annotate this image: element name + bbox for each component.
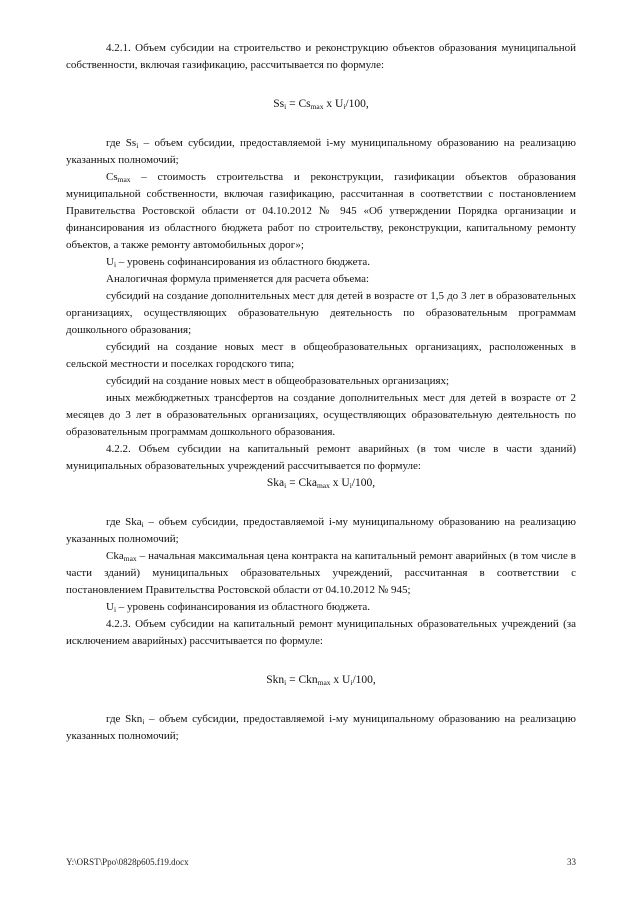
- subscript: max: [117, 175, 131, 184]
- subscript: i: [284, 481, 287, 490]
- page-number: 33: [567, 857, 576, 867]
- paragraph: [66, 616, 576, 650]
- subscript: max: [317, 678, 331, 687]
- text-run: – объем субсидии, предоставляемой i-му муниципальному образованию на реализацию указанных полномочий;: [66, 137, 577, 166]
- text-run: где Skn: [106, 713, 143, 725]
- subscript: max: [310, 102, 324, 111]
- text-run: = Ckn: [286, 674, 318, 686]
- text-run: = Cs: [286, 98, 311, 110]
- spacer: [66, 113, 576, 135]
- text-run: субсидий на создание дополнительных мест для детей в возрасте от 1,5 до 3 лет в образовательных организациях, осуществляющих образовательную деятельность по образовательным программам дошкольного образования;: [66, 290, 576, 336]
- text-run: – уровень софинансирования из областного бюджета.: [116, 256, 371, 268]
- paragraph: [66, 339, 576, 373]
- spacer: [66, 492, 576, 514]
- paragraph: [66, 288, 576, 339]
- subscript: i: [350, 678, 353, 687]
- text-run: – объем субсидии, предоставляемой i-му муниципальному образованию на реализацию указанных полномочий;: [66, 516, 576, 545]
- paragraph: [66, 548, 576, 599]
- text-run: субсидий на создание новых мест в общеобразовательных организациях, расположенных в сельской местности и поселках городского типа;: [66, 341, 576, 370]
- text-run: U: [106, 256, 114, 268]
- text-run: 4.2.3. Объем субсидии на капитальный ремонт муниципальных образовательных учреждений (за исключением аварийных) рассчитывается по формуле:: [66, 618, 576, 647]
- text-run: Cka: [106, 550, 124, 562]
- text-run: /100,: [352, 674, 376, 686]
- text-run: /100,: [351, 477, 376, 489]
- text-run: Skn: [266, 674, 285, 686]
- formula: [66, 672, 576, 689]
- subscript: max: [316, 481, 330, 490]
- text-run: – начальная максимальная цена контракта на капитальный ремонт аварийных (в том числе в части зданий) муниципальных образовательных учреждений, рассчитанная в соответствии с постановлением Правительства Ростовской области от 04.10.2012 № 945;: [66, 550, 576, 596]
- formula: [66, 475, 576, 492]
- subscript: i: [141, 520, 144, 529]
- file-path: Y:\ORST\Ppo\0828p605.f19.docx: [66, 857, 189, 867]
- formula: [66, 96, 576, 113]
- paragraph: [66, 254, 576, 271]
- text-run: x U: [323, 98, 344, 110]
- text-run: – объем субсидии, предоставляемой i-му муниципальному образованию на реализацию указанных полномочий;: [66, 713, 577, 742]
- subscript: i: [142, 717, 145, 726]
- text-run: – уровень софинансирования из областного бюджета.: [116, 601, 371, 613]
- paragraph: [66, 711, 576, 745]
- paragraph: [66, 390, 576, 441]
- text-run: x U: [329, 477, 350, 489]
- text-run: x U: [330, 674, 351, 686]
- text-run: иных межбюджетных трансфертов на создание дополнительных мест для детей в возрасте от 2 месяцев до 3 лет в образовательных организациях, осуществляющих образовательную деятельность по образовательным программам дошкольного образования.: [66, 392, 576, 438]
- text-run: Ss: [273, 98, 285, 110]
- text-run: субсидий на создание новых мест в общеобразовательных организациях;: [106, 375, 450, 387]
- text-run: = Cka: [286, 477, 317, 489]
- text-run: 4.2.1. Объем субсидии на строительство и реконструкцию объектов образования муниципальной собственности, включая газификацию, рассчитывается по формуле:: [66, 42, 576, 71]
- paragraph: [66, 599, 576, 616]
- paragraph: [66, 373, 576, 390]
- spacer: [66, 650, 576, 672]
- paragraph: [66, 135, 576, 169]
- text-run: – стоимость строительства и реконструкции, газификации объектов образования муниципальной собственности, включая газификацию, рассчитанная в соответствии с постановлением Правительства Ростовской области от 04.10.2012 № 945 «Об утверждении Порядка организации и финансирования из областного бюджета работ по строительству, реконструкции, капитальному ремонту объектов, а также ремонту автомобильных дорог»;: [66, 171, 576, 251]
- document-body: [66, 40, 576, 745]
- paragraph: [66, 40, 576, 74]
- spacer: [66, 74, 576, 96]
- subscript: i: [136, 141, 139, 150]
- subscript: i: [349, 481, 352, 490]
- paragraph: [66, 169, 576, 254]
- paragraph: [66, 271, 576, 288]
- subscript: i: [343, 102, 346, 111]
- subscript: max: [123, 554, 137, 563]
- text-run: Аналогичная формула применяется для расчета объема:: [106, 273, 370, 285]
- text-run: Ska: [266, 477, 285, 489]
- paragraph: [66, 514, 576, 548]
- text-run: где Ss: [106, 137, 137, 149]
- subscript: i: [113, 605, 117, 614]
- text-run: 4.2.2. Объем субсидии на капитальный ремонт аварийных (в том числе в части зданий) муниципальных образовательных учреждений рассчитывается по формуле:: [66, 443, 576, 472]
- text-run: Cs: [106, 171, 118, 183]
- subscript: i: [113, 260, 117, 269]
- paragraph: [66, 441, 576, 475]
- spacer: [66, 689, 576, 711]
- subscript: i: [284, 102, 287, 111]
- subscript: i: [284, 678, 287, 687]
- text-run: U: [106, 601, 114, 613]
- text-run: где Ska: [106, 516, 142, 528]
- text-run: /100,: [345, 98, 369, 110]
